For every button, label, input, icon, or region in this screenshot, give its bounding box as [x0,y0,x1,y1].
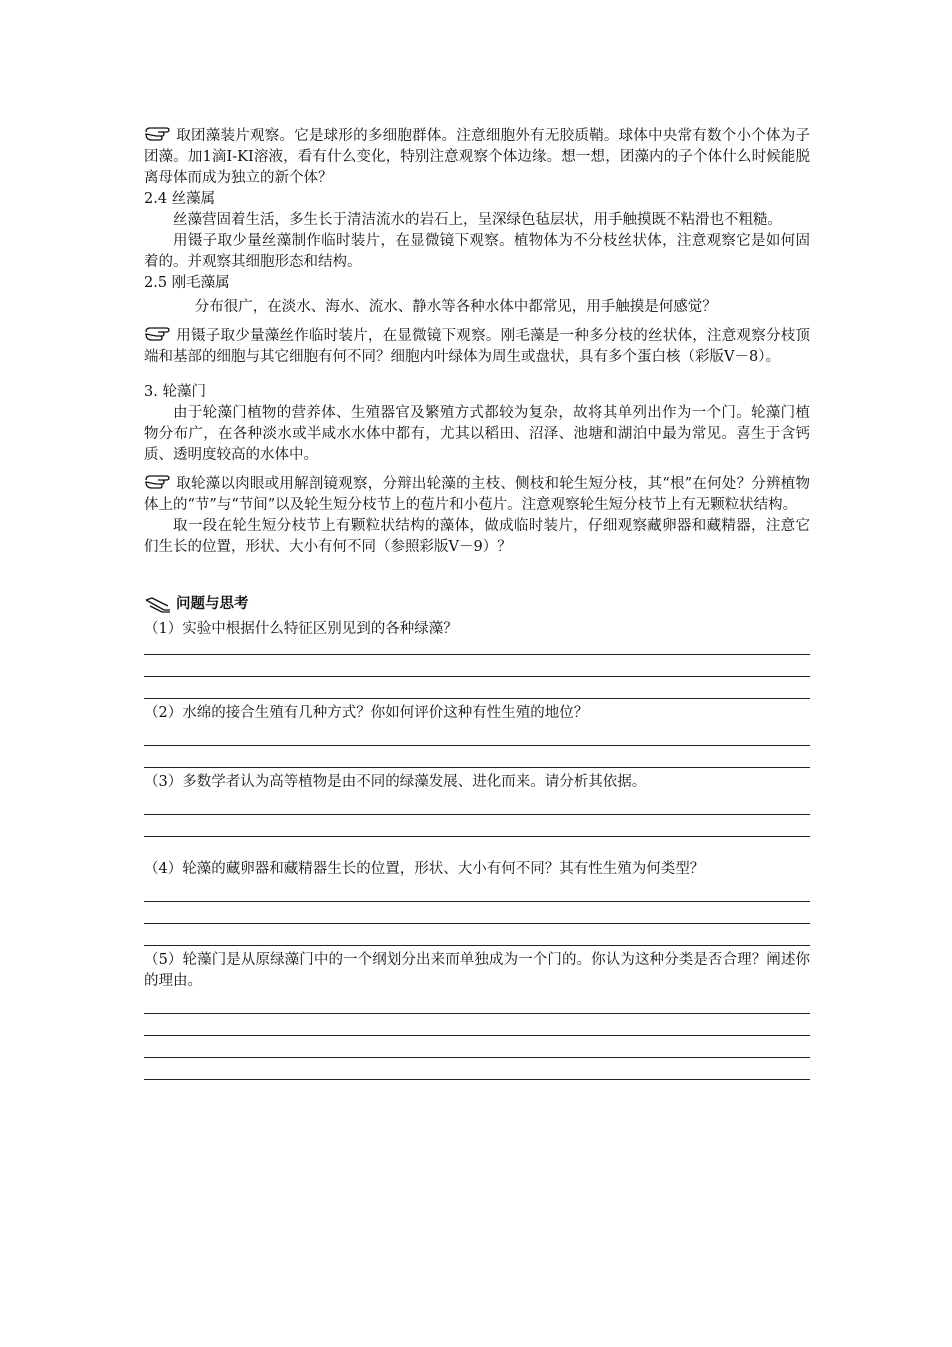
answer-line[interactable] [144,902,810,924]
pointing-hand-icon [144,472,174,490]
question-4: （4）轮藻的藏卵器和藏精器生长的位置，形状、大小有何不同？其有性生殖为何类型？ [144,861,705,877]
paragraph-lunzao-1: 由于轮藻门植物的营养体、生殖器官及繁殖方式都较为复杂，故将其单列出作为一个门。轮藻门植物分布广，在各种淡水或半咸水水体中都有，尤其以稻田、沼泽、池塘和湖泊中最为常见。喜生于含钙质、透明度较高的水体中。 [144,405,810,463]
paragraph-sizao-2: 用镊子取少量丝藻制作临时装片，在显微镜下观察。植物体为不分枝丝状体，注意观察它是如何固着的。并观察其细胞形态和结构。 [144,233,810,270]
answer-line[interactable] [144,992,810,1014]
question-1: （1）实验中根据什么特征区别见到的各种绿藻？ [144,621,458,637]
pointing-hand-icon [144,124,174,142]
answer-line[interactable] [144,815,810,837]
paragraph-lunzao-3: 取一段在轮生短分枝节上有颗粒状结构的藻体，做成临时装片，仔细观察藏卵器和藏精器，注意它们生长的位置，形状、大小有何不同（参照彩版V－9）？ [144,518,810,555]
heading-gangmao: 2.5 刚毛藻属 [144,275,230,291]
answer-line[interactable] [144,793,810,815]
paragraph-sizao-1: 丝藻营固着生活，多生长于清洁流水的岩石上，呈深绿色毡层状，用手触摸既不粘滑也不粗糙。 [173,212,782,228]
answer-line[interactable] [144,640,810,655]
paragraph-text: 取轮藻以肉眼或用解剖镜观察，分辩出轮藻的主枝、侧枝和轮生短分枝，其“根”在何处？分辨植物体上的“节”与“节间”以及轮生短分枝节上的苞片和小苞片。注意观察轮生短分枝节上有无颗粒状结构。 [144,476,810,513]
pointing-hand-icon [144,324,174,342]
answer-line[interactable] [144,880,810,902]
writing-hand-icon [144,596,174,614]
question-3: （3）多数学者认为高等植物是由不同的绿藻发展、进化而来。请分析其依据。 [144,774,647,790]
answer-line[interactable] [144,677,810,699]
paragraph-lunzao-2 [144,472,810,516]
answer-line[interactable] [144,924,810,946]
paragraph-gangmao-1: 分布很广，在淡水、海水、流水、静水等各种水体中都常见，用手触摸是何感觉？ [194,299,717,315]
heading-sizao: 2.4 丝藻属 [144,191,216,207]
answer-line[interactable] [144,1014,810,1036]
paragraph-tuanzao [144,124,810,189]
answer-line[interactable] [144,746,810,768]
paragraph-gangmao-2 [144,324,810,368]
question-5: （5）轮藻门是从原绿藻门中的一个纲划分出来而单独成为一个门的。你认为这种分类是否合理？阐述你的理由。 [144,952,810,989]
questions-heading [144,594,810,615]
answer-line[interactable] [144,655,810,677]
heading-lunzao: 3. 轮藻门 [144,384,206,400]
answer-line[interactable] [144,724,810,746]
answer-line[interactable] [144,1058,810,1080]
document-page [144,124,810,1080]
answer-line[interactable] [144,1036,810,1058]
questions-title: 问题与思考 [176,596,249,612]
paragraph-text: 用镊子取少量藻丝作临时装片，在显微镜下观察。刚毛藻是一种多分枝的丝状体，注意观察分枝顶端和基部的细胞与其它细胞有何不同？细胞内叶绿体为周生或盘状，具有多个蛋白核（彩版V－8）。 [144,328,810,365]
question-2: （2）水绵的接合生殖有几种方式？你如何评价这种有性生殖的地位？ [144,705,589,721]
paragraph-text: 取团藻装片观察。它是球形的多细胞群体。注意细胞外有无胶质鞘。球体中央常有数个小个体为子团藻。加1滴I-KI溶液，看有什么变化，特别注意观察个体边缘。想一想，团藻内的子个体什么时候能脱离母体而成为独立的新个体？ [144,128,810,186]
